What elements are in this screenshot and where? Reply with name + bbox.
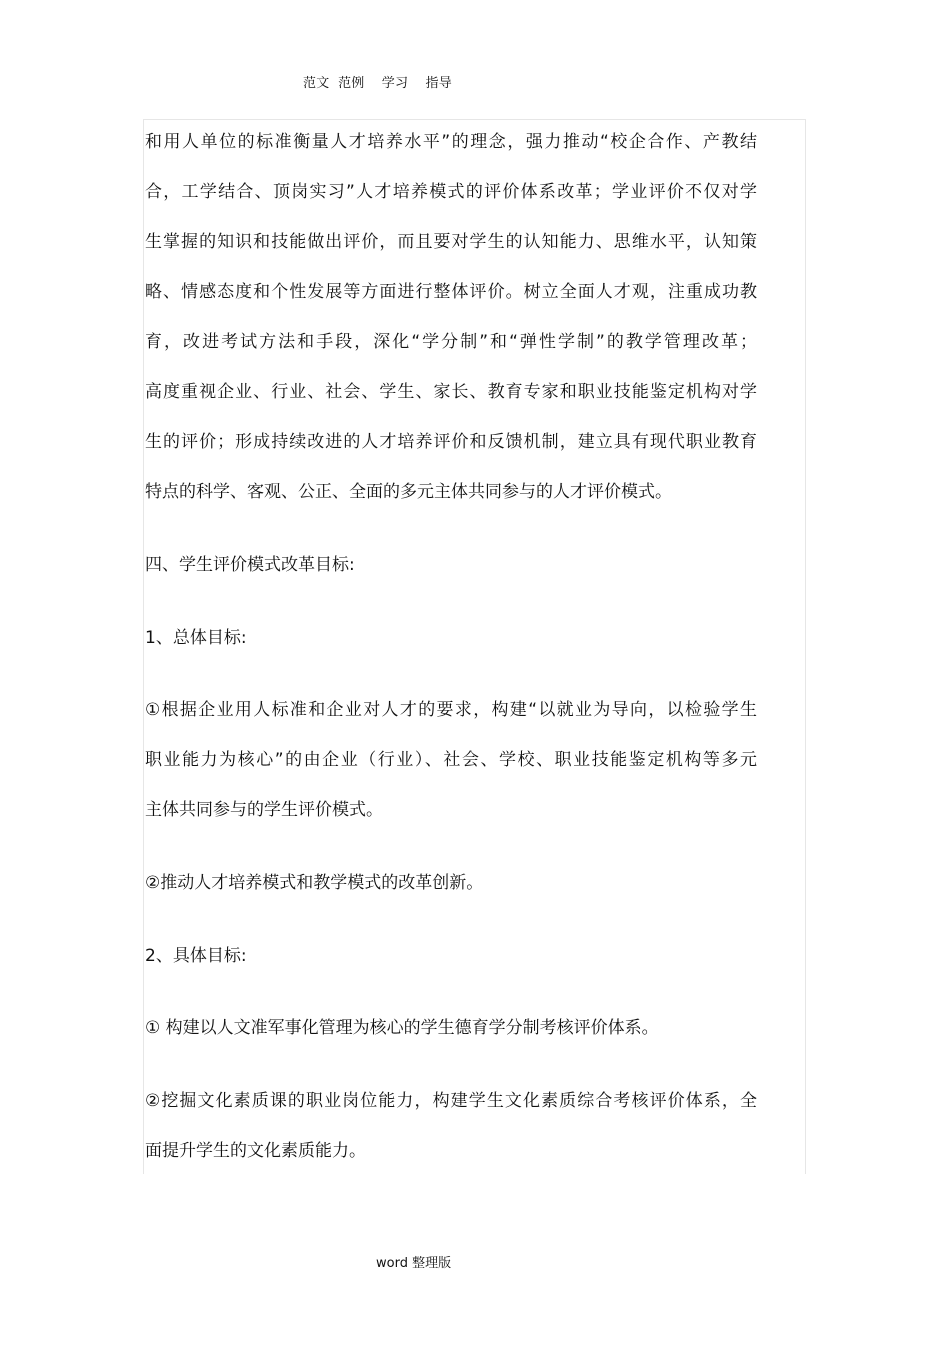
paragraph-line: 略、情感态度和个性发展等方面进行整体评价。树立全面人才观，注重成功教 [145,282,757,302]
goal-line: ②挖掘文化素质课的职业岗位能力，构建学生文化素质综合考核评价体系，全 [145,1091,757,1111]
page-footer: word 整理版 [376,1256,452,1271]
goal-line: 职业能力为核心”的由企业（行业）、社会、学校、职业技能鉴定机构等多元 [145,750,757,770]
subsection-heading: 1、总体目标: [145,628,247,648]
paragraph-line: 高度重视企业、行业、社会、学生、家长、教育专家和职业技能鉴定机构对学 [145,382,757,402]
section-heading: 四、学生评价模式改革目标: [145,555,355,575]
paragraph-line: 和用人单位的标准衡量人才培养水平”的理念，强力推动“校企合作、产教结 [145,132,757,152]
goal-item: ① 构建以人文准军事化管理为核心的学生德育学分制考核评价体系。 [145,1018,659,1038]
paragraph-line: 生掌握的知识和技能做出评价，而且要对学生的认知能力、思维水平，认知策 [145,232,757,252]
page-header: 范文 范例 学习 指导 [303,76,452,91]
subsection-heading: 2、具体目标: [145,946,247,966]
paragraph-line: 生的评价；形成持续改进的人才培养评价和反馈机制，建立具有现代职业教育 [145,432,757,452]
goal-item: ②推动人才培养模式和教学模式的改革创新。 [145,873,484,893]
goal-line: 面提升学生的文化素质能力。 [145,1141,366,1161]
paragraph-line: 育，改进考试方法和手段，深化“学分制”和“弹性学制”的教学管理改革； [145,332,757,352]
goal-line: ①根据企业用人标准和企业对人才的要求，构建“以就业为导向，以检验学生 [145,700,757,720]
paragraph-line: 合，工学结合、顶岗实习”人才培养模式的评价体系改革；学业评价不仅对学 [145,182,757,202]
goal-line: 主体共同参与的学生评价模式。 [145,800,383,820]
paragraph-line: 特点的科学、客观、公正、全面的多元主体共同参与的人才评价模式。 [145,482,672,502]
